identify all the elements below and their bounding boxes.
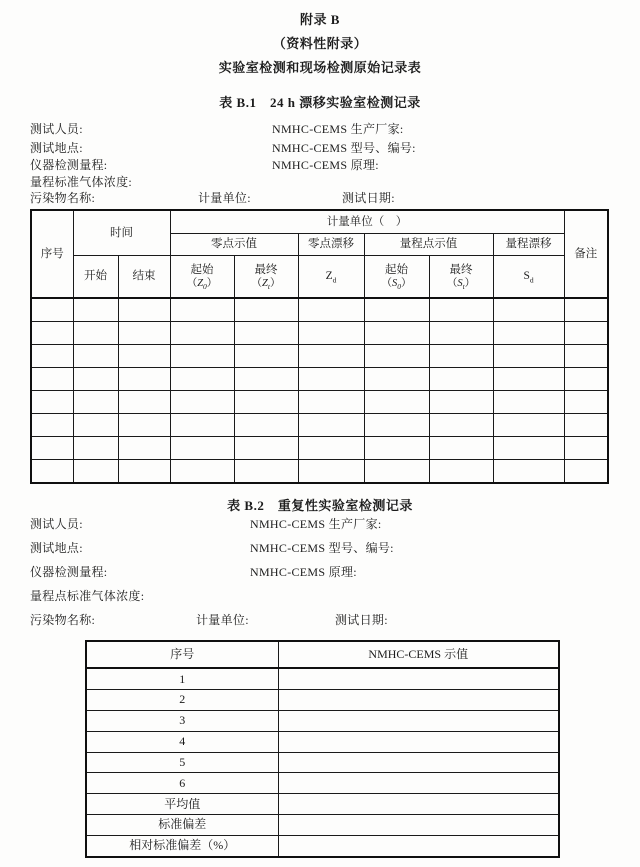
record-row (86, 835, 559, 857)
reading-column-header: NMHC-CEMS 示值 (278, 641, 559, 668)
row-label-average: 平均值 (86, 794, 278, 815)
field-label-tester: 测试人员: (30, 517, 83, 531)
empty-record-row (31, 322, 608, 345)
table-b2-caption: 表 B.2 重复性实验室检测记录 (227, 498, 413, 513)
span-final-header: 最终 $(S_t)$ (429, 256, 493, 299)
zero-final-header: 最终 $(Z_t)$ (234, 256, 298, 299)
zero-initial-header: 起始 $(Z_0)$ (170, 256, 234, 299)
record-row (86, 710, 559, 731)
seq-column-header: 序号 (86, 641, 278, 668)
record-row (86, 731, 559, 752)
row-label: 6 (86, 773, 278, 794)
start-time-header: 开始 (73, 256, 118, 299)
empty-record-row (31, 437, 608, 460)
field-label-date: 测试日期: (342, 191, 395, 205)
field-label-model: NMHC-CEMS 型号、编号: (272, 141, 416, 155)
reading-value-cell (278, 710, 559, 731)
field-label-range: 仪器检测量程: (30, 565, 108, 579)
field-label-location: 测试地点: (30, 141, 83, 155)
field-label-unit: 计量单位: (198, 191, 251, 205)
reading-value-cell (278, 668, 559, 690)
field-label-model: NMHC-CEMS 型号、编号: (250, 541, 394, 555)
span-drift-symbol-header: $S_d$ (493, 256, 564, 299)
field-label-tester: 测试人员: (30, 122, 83, 136)
field-label-manufacturer: NMHC-CEMS 生产厂家: (272, 122, 404, 136)
row-label: 3 (86, 710, 278, 731)
record-row (86, 815, 559, 836)
empty-record-row (31, 414, 608, 437)
appendix-title: 附录 B (300, 12, 340, 27)
record-row (86, 794, 559, 815)
field-label-manufacturer: NMHC-CEMS 生产厂家: (250, 517, 382, 531)
span-initial-header: 起始 $(S_0)$ (364, 256, 429, 299)
row-label: 2 (86, 690, 278, 711)
field-label-date: 测试日期: (335, 613, 388, 627)
table-b1-caption: 表 B.1 24 h 漂移实验室检测记录 (219, 95, 421, 110)
time-column-header: 时间 (73, 210, 170, 256)
field-label-principle: NMHC-CEMS 原理: (250, 565, 357, 579)
record-row (86, 668, 559, 690)
row-label: 5 (86, 752, 278, 773)
field-label-location: 测试地点: (30, 541, 83, 555)
empty-record-row (31, 460, 608, 484)
field-label-pollutant: 污染物名称: (30, 191, 96, 205)
zero-reading-header: 零点示值 (170, 234, 298, 256)
span-drift-header: 量程漂移 (493, 234, 564, 256)
zero-drift-symbol-header: $Z_d$ (298, 256, 364, 299)
record-row (86, 773, 559, 794)
seq-column-header: 序号 (31, 210, 73, 298)
end-time-header: 结束 (118, 256, 170, 299)
reading-value-cell (278, 794, 559, 815)
field-label-range: 仪器检测量程: (30, 158, 108, 172)
field-label-span-gas: 量程点标准气体浓度: (30, 589, 145, 603)
empty-record-row (31, 298, 608, 322)
row-label: 4 (86, 731, 278, 752)
appendix-subtitle: （资料性附录） (272, 36, 368, 51)
repeatability-record-table (85, 640, 560, 858)
reading-value-cell (278, 815, 559, 836)
span-reading-header: 量程点示值 (364, 234, 493, 256)
empty-record-row (31, 345, 608, 368)
field-label-unit: 计量单位: (196, 613, 249, 627)
record-row (86, 690, 559, 711)
reading-value-cell (278, 752, 559, 773)
record-row (86, 752, 559, 773)
zero-drift-header: 零点漂移 (298, 234, 364, 256)
drift-record-table (30, 209, 609, 484)
reading-value-cell (278, 835, 559, 857)
field-label-pollutant: 污染物名称: (30, 613, 96, 627)
document-title: 实验室检测和现场检测原始记录表 (218, 60, 422, 75)
row-label-std-deviation: 标准偏差 (86, 815, 278, 836)
reading-value-cell (278, 690, 559, 711)
reading-value-cell (278, 731, 559, 752)
remark-column-header: 备注 (564, 210, 608, 298)
empty-record-row (31, 368, 608, 391)
drift-table-body (31, 298, 608, 483)
row-label: 1 (86, 668, 278, 690)
row-label-rel-std-deviation: 相对标准偏差（%） (86, 835, 278, 857)
unit-span-header: 计量单位（ ） (170, 210, 564, 234)
reading-value-cell (278, 773, 559, 794)
field-label-principle: NMHC-CEMS 原理: (272, 158, 379, 172)
empty-record-row (31, 391, 608, 414)
field-label-span-gas: 量程标准气体浓度: (30, 175, 133, 189)
